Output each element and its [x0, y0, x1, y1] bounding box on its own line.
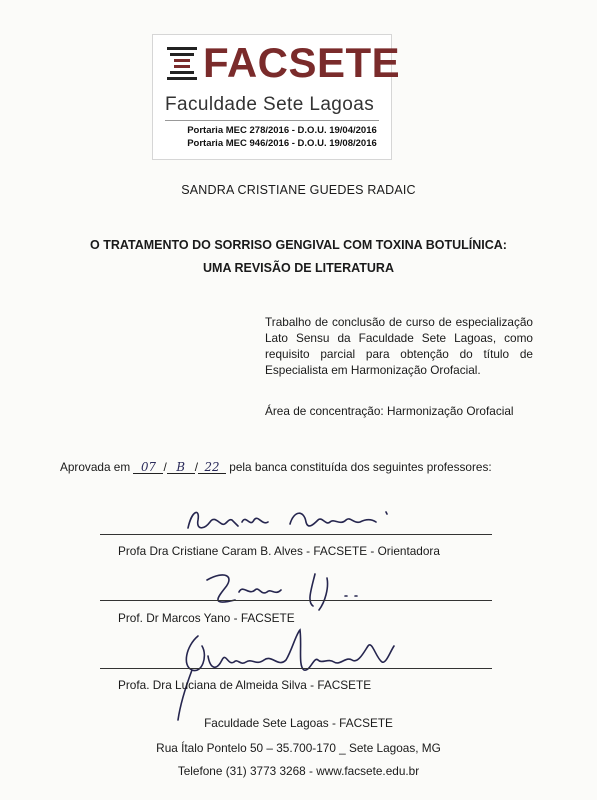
approval-month-field	[167, 460, 195, 474]
thesis-title-line-1: O TRATAMENTO DO SORRISO GENGIVAL COM TOXINA BOTULÍNICA:	[90, 238, 507, 252]
committee-member-3: Profa. Dra Luciana de Almeida Silva - FACSETE	[118, 678, 372, 692]
portaria-line-2: Portaria MEC 946/2016 - D.O.U. 19/08/2016	[187, 138, 377, 149]
committee-member-2: Prof. Dr Marcos Yano - FACSETE	[118, 611, 295, 625]
footer-institution: Faculdade Sete Lagoas - FACSETE	[204, 716, 393, 730]
approval-prefix: Aprovada em	[60, 460, 131, 474]
footer-address: Rua Ítalo Pontelo 50 – 35.700-170 _ Sete Lagoas, MG	[156, 741, 441, 755]
logo-divider	[165, 120, 379, 121]
thesis-purpose: Trabalho de conclusão de curso de especialização Lato Sensu da Faculdade Sete Lagoas, como requisito parcial para obtenção do título de Especialista em Harmonização Orofacial.	[265, 315, 533, 377]
institution-logo	[152, 34, 401, 160]
approval-month: B	[176, 460, 186, 474]
thesis-title-line-2: UMA REVISÃO DE LITERATURA	[203, 261, 394, 275]
signature-line-2	[100, 600, 492, 601]
author-name: SANDRA CRISTIANE GUEDES RADAIC	[181, 183, 416, 197]
facsete-emblem-icon	[167, 47, 197, 81]
committee-member-1: Profa Dra Cristiane Caram B. Alves - FACSETE - Orientadora	[118, 544, 440, 558]
approval-year-field	[198, 460, 226, 474]
footer-contact: Telefone (31) 3773 3268 - www.facsete.edu.br	[177, 764, 420, 778]
approval-day-field	[133, 460, 163, 474]
logo-name: FACSETE	[203, 39, 401, 86]
concentration-area: Área de concentração: Harmonização Orofacial	[265, 404, 514, 418]
signature-line-1	[100, 534, 492, 535]
signature-prof-yano	[195, 566, 395, 616]
portaria-line-1: Portaria MEC 278/2016 - D.O.U. 19/04/2016	[187, 125, 377, 136]
approval-suffix: pela banca constituída dos seguintes professores:	[229, 460, 492, 474]
signature-profa-silva	[168, 616, 408, 726]
approval-day: 07	[140, 460, 156, 474]
approval-year: 22	[204, 460, 220, 474]
signature-line-3	[100, 668, 492, 669]
approval-statement: Aprovada em 07 / B / 22 pela banca constituída dos seguintes professores:	[60, 460, 492, 474]
logo-subtitle: Faculdade Sete Lagoas	[165, 94, 375, 115]
